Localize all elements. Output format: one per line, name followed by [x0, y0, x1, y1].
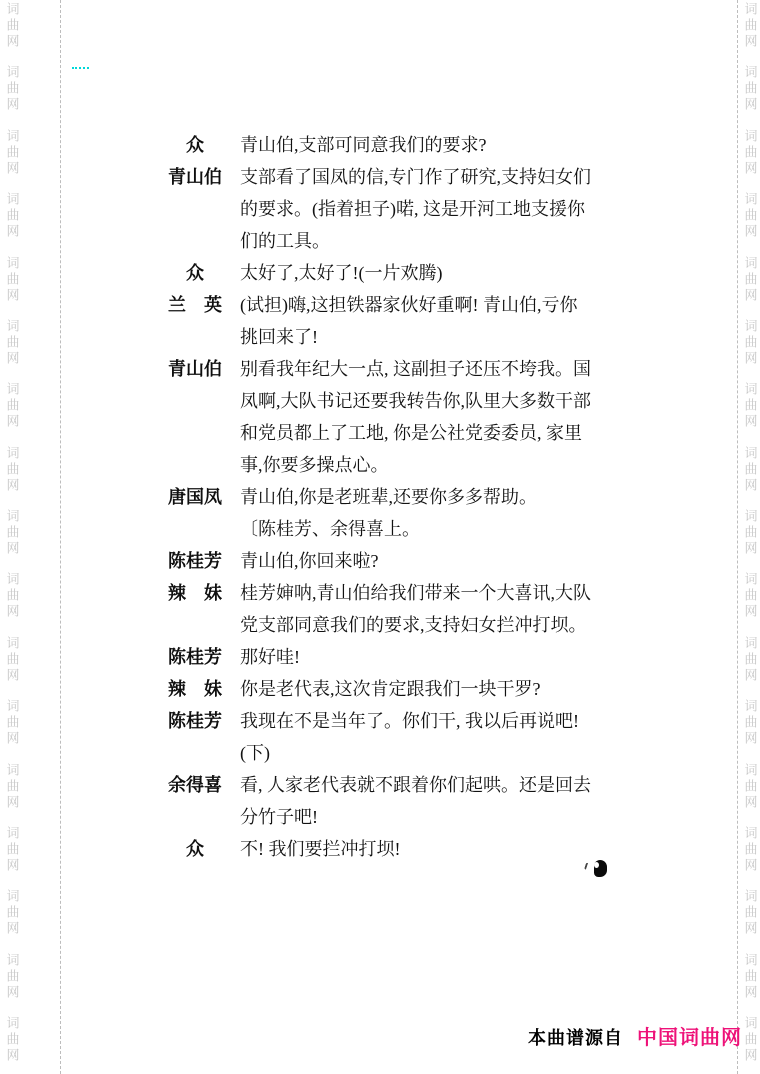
footer-source-label: 本曲谱源自	[528, 1028, 623, 1048]
script-entry	[168, 161, 591, 257]
dialogue-line: 和党员都上了工地, 你是公社党委委员, 家里	[240, 423, 582, 443]
speaker-name: 陈桂芳	[168, 551, 222, 571]
speaker-name: 众	[186, 839, 204, 859]
watermark-text: 词曲网	[742, 128, 758, 177]
watermark-text: 词曲网	[4, 952, 20, 1001]
dialogue-line: (试担)嗨,这担铁器家伙好重啊! 青山伯,亏你	[240, 295, 578, 315]
dialogue-line: 青山伯,支部可同意我们的要求?	[240, 135, 487, 155]
speaker-name: 辣 妹	[168, 583, 222, 603]
script-entry	[168, 481, 591, 545]
speaker-name: 陈桂芳	[168, 711, 222, 731]
watermark-column-right	[741, 2, 759, 1064]
ink-smudge	[585, 859, 607, 879]
watermark-text: 词曲网	[4, 635, 20, 684]
dialogue-lines	[240, 545, 379, 577]
dialogue-lines	[240, 705, 579, 769]
script-entry	[168, 257, 591, 289]
footer-brand-label: 中国词曲网	[637, 1027, 742, 1049]
speaker-name: 辣 妹	[168, 679, 222, 699]
dialogue-lines	[240, 769, 591, 833]
dialogue-line: 们的工具。	[240, 231, 330, 251]
dialogue-line: 的要求。(指着担子)喏, 这是开河工地支援你	[240, 199, 585, 219]
dialogue-line: 青山伯,你回来啦?	[240, 551, 379, 571]
dialogue-line: 你是老代表,这次肯定跟我们一块干罗?	[240, 679, 541, 699]
stage-direction-line: 〔陈桂芳、余得喜上。	[240, 519, 420, 539]
watermark-text: 词曲网	[742, 318, 758, 367]
dialogue-lines	[240, 289, 577, 353]
script-entry	[168, 641, 591, 673]
dashed-rule-left	[60, 0, 61, 1074]
watermark-text: 词曲网	[742, 825, 758, 874]
watermark-text: 词曲网	[742, 952, 758, 1001]
watermark-text: 词曲网	[742, 635, 758, 684]
dialogue-lines	[240, 161, 591, 257]
dialogue-line: (下)	[240, 743, 270, 763]
dialogue-line: 党支部同意我们的要求,支持妇女拦冲打坝。	[240, 615, 587, 635]
watermark-text: 词曲网	[742, 2, 758, 50]
dialogue-line: 凤啊,大队书记还要我转告你,队里大多数干部	[240, 391, 591, 411]
dialogue-line: 太好了,太好了!(一片欢腾)	[240, 263, 443, 283]
watermark-text: 词曲网	[4, 128, 20, 177]
watermark-text: 词曲网	[742, 1016, 758, 1064]
dialogue-line: 那好哇!	[240, 647, 300, 667]
script-entry	[168, 577, 591, 641]
dialogue-line: 桂芳婶呐,青山伯给我们带来一个大喜讯,大队	[240, 583, 591, 603]
script-entry	[168, 705, 591, 769]
script-entry	[168, 769, 591, 833]
ink-smudge-blob	[594, 860, 607, 877]
watermark-text: 词曲网	[742, 445, 758, 494]
dashed-rule-right	[737, 0, 738, 1074]
script-entry	[168, 353, 591, 481]
watermark-text: 词曲网	[4, 509, 20, 557]
watermark-text: 词曲网	[742, 699, 758, 748]
script-entry	[168, 673, 591, 705]
dialogue-lines	[240, 257, 442, 289]
dialogue-lines	[240, 641, 300, 673]
script-entry	[168, 289, 591, 353]
speaker-name: 青山伯	[168, 167, 222, 187]
script-entry	[168, 545, 591, 577]
watermark-text: 词曲网	[4, 192, 20, 241]
cyan-scan-mark	[72, 67, 89, 69]
dialogue-line: 分竹子吧!	[240, 807, 318, 827]
dialogue-lines	[240, 577, 591, 641]
watermark-text: 词曲网	[4, 255, 20, 304]
speaker-name: 青山伯	[168, 359, 222, 379]
speaker-name: 余得喜	[168, 775, 222, 795]
ink-smudge-tick	[584, 862, 591, 870]
dialogue-line: 看, 人家老代表就不跟着你们起哄。还是回去	[240, 775, 591, 795]
watermark-text: 词曲网	[742, 762, 758, 811]
dialogue-line: 支部看了国凤的信,专门作了研究,支持妇女们	[240, 167, 591, 187]
footer-credit	[528, 1021, 742, 1050]
watermark-text: 词曲网	[4, 825, 20, 874]
watermark-text: 词曲网	[4, 762, 20, 811]
dialogue-lines	[240, 673, 541, 705]
watermark-text: 词曲网	[742, 255, 758, 304]
watermark-text: 词曲网	[4, 2, 20, 50]
dialogue-line: 挑回来了!	[240, 327, 318, 347]
dialogue-line: 别看我年纪大一点, 这副担子还压不垮我。国	[240, 359, 591, 379]
script-entry	[168, 129, 591, 161]
dialogue-line: 事,你要多操点心。	[240, 455, 389, 475]
dialogue-lines	[240, 129, 487, 161]
dialogue-line: 我现在不是当年了。你们干, 我以后再说吧!	[240, 711, 579, 731]
watermark-text: 词曲网	[742, 65, 758, 114]
watermark-column-left	[3, 2, 21, 1064]
dialogue-line: 不! 我们要拦冲打坝!	[240, 839, 401, 859]
watermark-text: 词曲网	[4, 65, 20, 114]
watermark-text: 词曲网	[742, 572, 758, 621]
dialogue-lines	[240, 353, 591, 481]
watermark-text: 词曲网	[4, 382, 20, 431]
watermark-text: 词曲网	[4, 572, 20, 621]
watermark-text: 词曲网	[4, 1016, 20, 1064]
watermark-text: 词曲网	[4, 318, 20, 367]
dialogue-lines	[240, 833, 401, 865]
speaker-name: 唐国凤	[168, 487, 222, 507]
dialogue-line: 青山伯,你是老班辈,还要你多多帮助。	[240, 487, 537, 507]
speaker-name: 众	[186, 135, 204, 155]
watermark-text: 词曲网	[4, 889, 20, 938]
watermark-text: 词曲网	[4, 445, 20, 494]
watermark-text: 词曲网	[742, 382, 758, 431]
script-body	[168, 129, 591, 865]
watermark-text: 词曲网	[4, 699, 20, 748]
script-entry	[168, 833, 591, 865]
speaker-name: 陈桂芳	[168, 647, 222, 667]
speaker-name: 众	[186, 263, 204, 283]
watermark-text: 词曲网	[742, 509, 758, 557]
watermark-text: 词曲网	[742, 889, 758, 938]
watermark-text: 词曲网	[742, 192, 758, 241]
speaker-name: 兰 英	[168, 295, 222, 315]
dialogue-lines	[240, 481, 537, 545]
